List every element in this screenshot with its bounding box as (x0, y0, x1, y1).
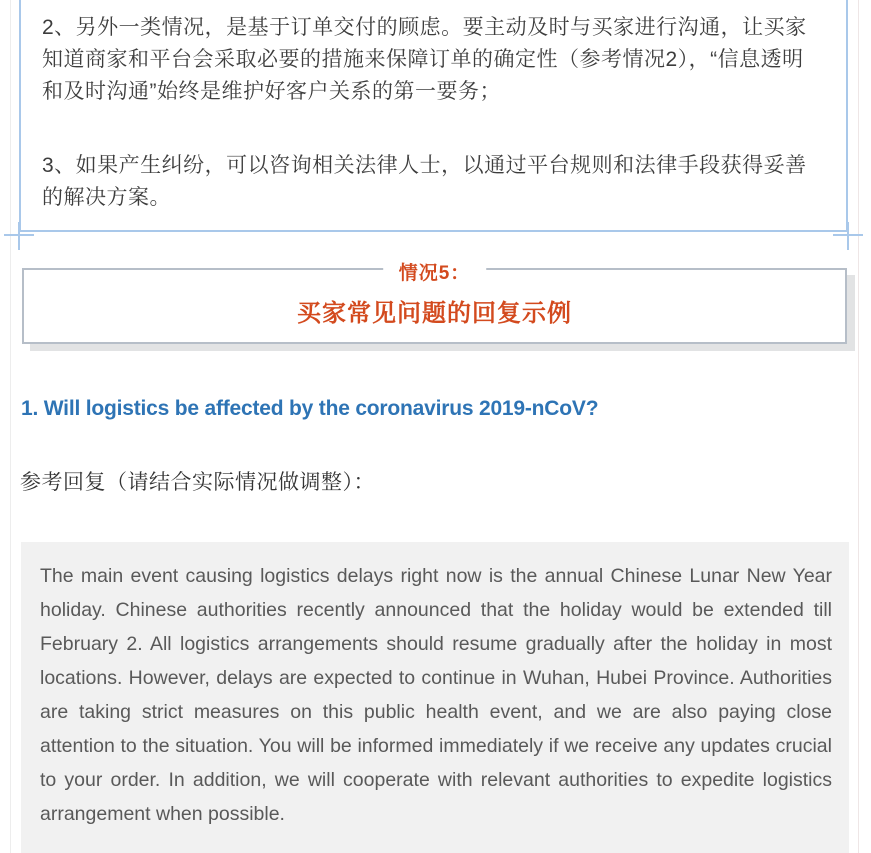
section-5-legend: 情况5： (383, 258, 487, 285)
crosshair-right-icon (833, 222, 863, 250)
section-5-title: 买家常见问题的回复示例 (297, 299, 572, 327)
advice-paragraph-2: 2、另外一类情况，是基于订单交付的顾虑。要主动及时与买家进行沟通，让买家知道商家和平台会采取必要的措施来保障订单的确定性（参考情况2），“信息透明和及时沟通”始终是维护好客户关系的第一要务； (42, 16, 807, 103)
reference-reply-label: 参考回复（请结合实际情况做调整）： (20, 471, 375, 494)
faq-question-heading: 1. Will logistics be affected by the coronavirus 2019-nCoV? (21, 397, 599, 420)
table-gridline-left (10, 0, 11, 853)
advice-note-box (19, 0, 848, 232)
section-5-box (22, 263, 847, 344)
advice-paragraph-3: 3、如果产生纠纷，可以咨询相关法律人士，以通过平台规则和法律手段获得妥善的解决方案。 (42, 154, 807, 209)
crosshair-left-icon (4, 222, 34, 250)
sample-reply-box (21, 542, 849, 853)
table-gridline-right (858, 0, 859, 853)
sample-reply-text: The main event causing logistics delays right now is the annual Chinese Lunar New Year holiday. Chinese authorities recently announced that the holiday would be extended till February 2. All logistics arrangements should resume gradually after the holiday in most locations. However, delays are expected to continue in Wuhan, Hubei Province. Authorities are taking strict measures on this public health event, and we are also paying close attention to the situation. You will be informed immediately if we receive any updates crucial to your order. In addition, we will cooperate with relevant authorities to expedite logistics arrangement when possible. (40, 565, 832, 825)
